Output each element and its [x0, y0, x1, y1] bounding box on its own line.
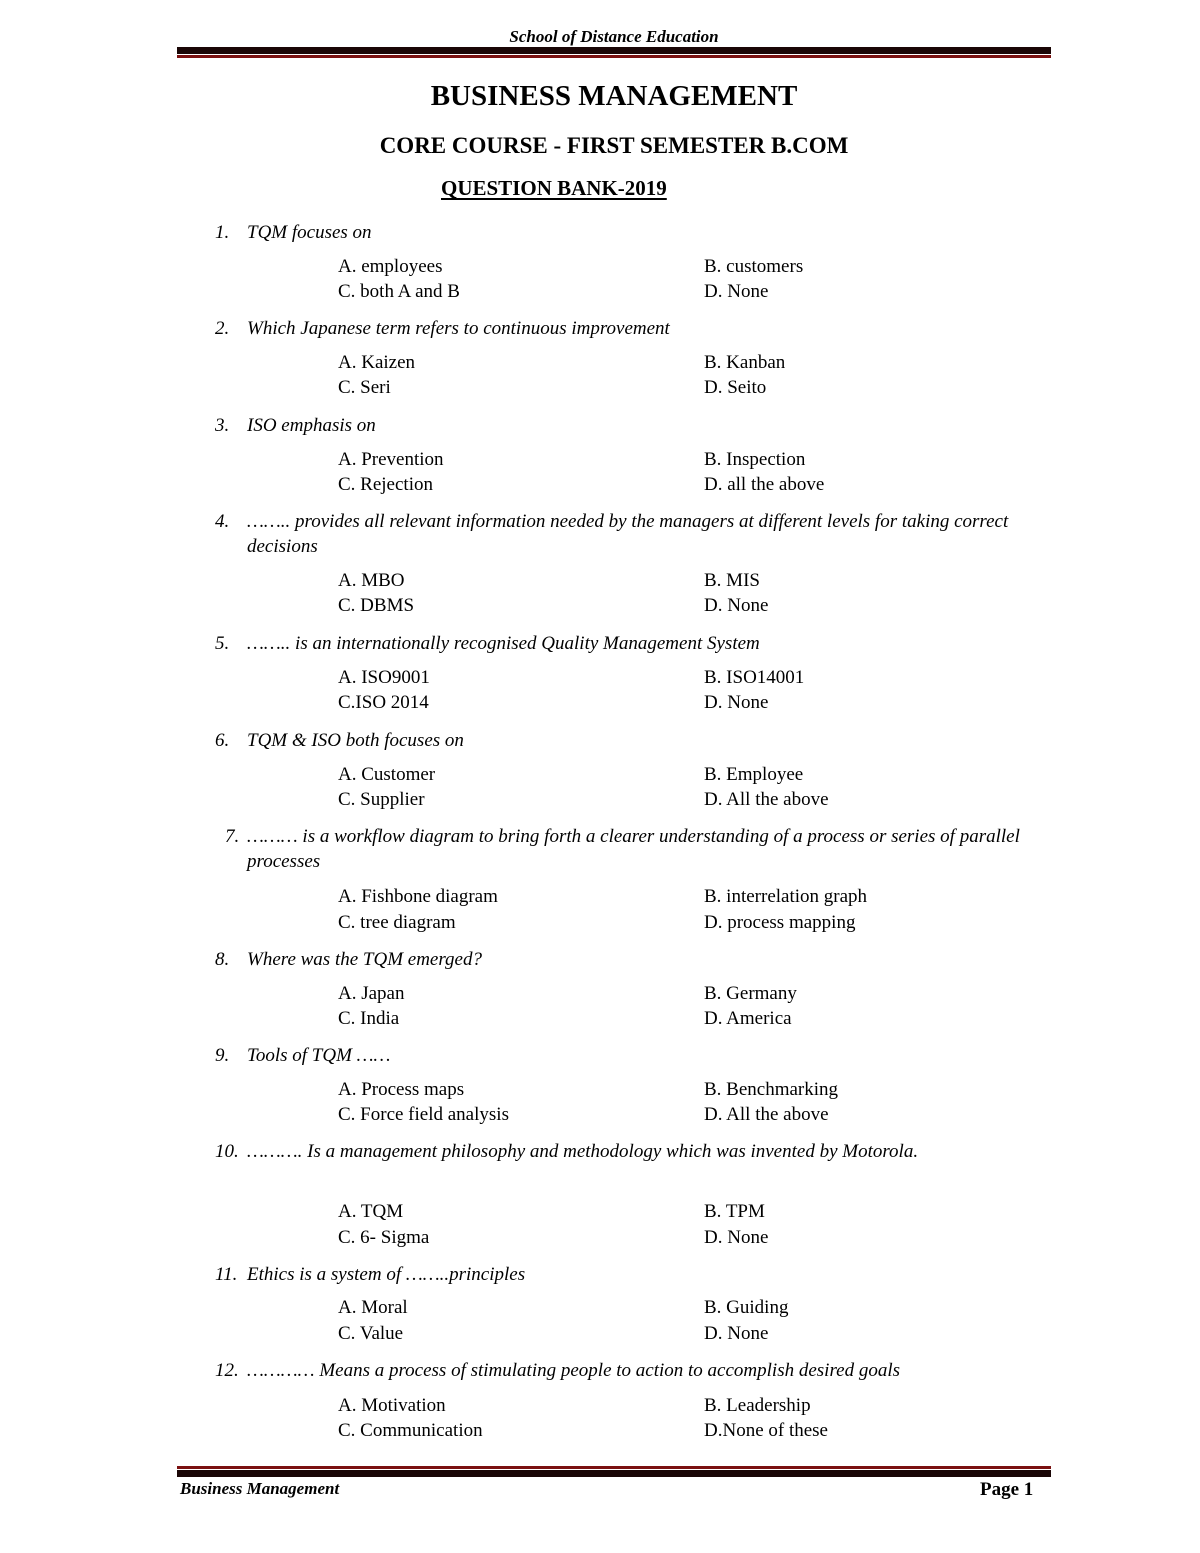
document-title: BUSINESS MANAGEMENT — [430, 80, 798, 112]
option-d: D. None — [704, 1323, 769, 1344]
option-c: C. tree diagram — [338, 912, 456, 933]
option-b: B. interrelation graph — [704, 886, 868, 907]
option-c: C. India — [338, 1008, 400, 1029]
question-text: ………… Means a process of stimulating people to action to accomplish desired goals — [247, 1360, 900, 1381]
question-number: 3. — [215, 415, 230, 436]
footer-course-name: Business Management — [180, 1479, 340, 1498]
question-number: 7. — [225, 826, 240, 847]
option-b: B. Guiding — [704, 1297, 789, 1318]
header-rule — [177, 47, 1051, 58]
question-number: 2. — [215, 318, 230, 339]
option-a: A. Kaizen — [338, 352, 416, 373]
question-text: Which Japanese term refers to continuous improvement — [247, 318, 670, 339]
option-d: D. Seito — [704, 377, 767, 398]
option-d: D. All the above — [704, 1104, 829, 1125]
option-a: A. Customer — [338, 764, 436, 785]
question-text: ………. Is a management philosophy and methodology which was invented by Motorola. — [247, 1141, 919, 1162]
option-b: B. Benchmarking — [704, 1079, 839, 1100]
question-number: 10. — [215, 1141, 239, 1162]
option-c: C. both A and B — [338, 281, 460, 302]
option-b: B. Employee — [704, 764, 804, 785]
institution-name: School of Distance Education — [509, 27, 719, 46]
option-c: C. Rejection — [338, 474, 433, 495]
option-c: C. Seri — [338, 377, 391, 398]
option-d: D. None — [704, 692, 769, 713]
option-a: A. Moral — [338, 1297, 408, 1318]
option-c: C. Communication — [338, 1420, 483, 1441]
option-d: D. America — [704, 1008, 792, 1029]
question-number: 12. — [215, 1360, 239, 1381]
option-a: A. ISO9001 — [338, 667, 430, 688]
option-d: D. all the above — [704, 474, 825, 495]
course-subtitle: CORE COURSE - FIRST SEMESTER B.COM — [379, 133, 849, 158]
option-a: A. MBO — [338, 570, 405, 591]
question-number: 9. — [215, 1045, 230, 1066]
option-b: B. Kanban — [704, 352, 786, 373]
option-b: B. TPM — [704, 1201, 765, 1222]
question-text: ……… is a workflow diagram to bring forth a clearer understanding of a process or series of parallel processes — [247, 826, 1020, 872]
option-b: B. ISO14001 — [704, 667, 805, 688]
option-b: B. Leadership — [704, 1395, 811, 1416]
option-c: C. DBMS — [338, 595, 415, 616]
option-a: A. Process maps — [338, 1079, 465, 1100]
question-number: 6. — [215, 730, 230, 751]
question-number: 1. — [215, 222, 230, 243]
option-d: D. All the above — [704, 789, 829, 810]
footer-rule — [177, 1466, 1051, 1477]
option-d: D.None of these — [704, 1420, 828, 1441]
question-text: …….. provides all relevant information needed by the managers at different levels for taking correct decisions — [247, 511, 1009, 557]
question-number: 5. — [215, 633, 230, 654]
question-number: 4. — [215, 511, 230, 532]
question-number: 11. — [215, 1264, 238, 1285]
option-a: A. Japan — [338, 983, 405, 1004]
question-number: 8. — [215, 949, 230, 970]
option-c: C. Supplier — [338, 789, 425, 810]
option-c: C. Value — [338, 1323, 404, 1344]
page-number: Page 1 — [980, 1479, 1034, 1500]
option-c: C. Force field analysis — [338, 1104, 509, 1125]
option-a: A. Motivation — [338, 1395, 446, 1416]
question-text: TQM focuses on — [247, 222, 372, 243]
option-d: D. None — [704, 595, 769, 616]
question-text: Where was the TQM emerged? — [247, 949, 482, 970]
option-b: B. MIS — [704, 570, 760, 591]
option-a: A. Prevention — [338, 449, 444, 470]
option-a: A. employees — [338, 256, 443, 277]
option-b: B. customers — [704, 256, 804, 277]
option-c: C. 6- Sigma — [338, 1227, 430, 1248]
option-d: D. None — [704, 1227, 769, 1248]
option-b: B. Germany — [704, 983, 797, 1004]
question-bank-heading: QUESTION BANK-2019 — [441, 176, 667, 200]
question-text: …….. is an internationally recognised Quality Management System — [247, 633, 760, 654]
question-text: ISO emphasis on — [247, 415, 376, 436]
question-text: Ethics is a system of ……..principles — [247, 1264, 526, 1285]
option-a: A. TQM — [338, 1201, 404, 1222]
option-a: A. Fishbone diagram — [338, 886, 498, 907]
option-c: C.ISO 2014 — [338, 692, 429, 713]
question-text: Tools of TQM …… — [247, 1045, 391, 1066]
question-text: TQM & ISO both focuses on — [247, 730, 464, 751]
option-d: D. process mapping — [704, 912, 856, 933]
option-d: D. None — [704, 281, 769, 302]
option-b: B. Inspection — [704, 449, 806, 470]
